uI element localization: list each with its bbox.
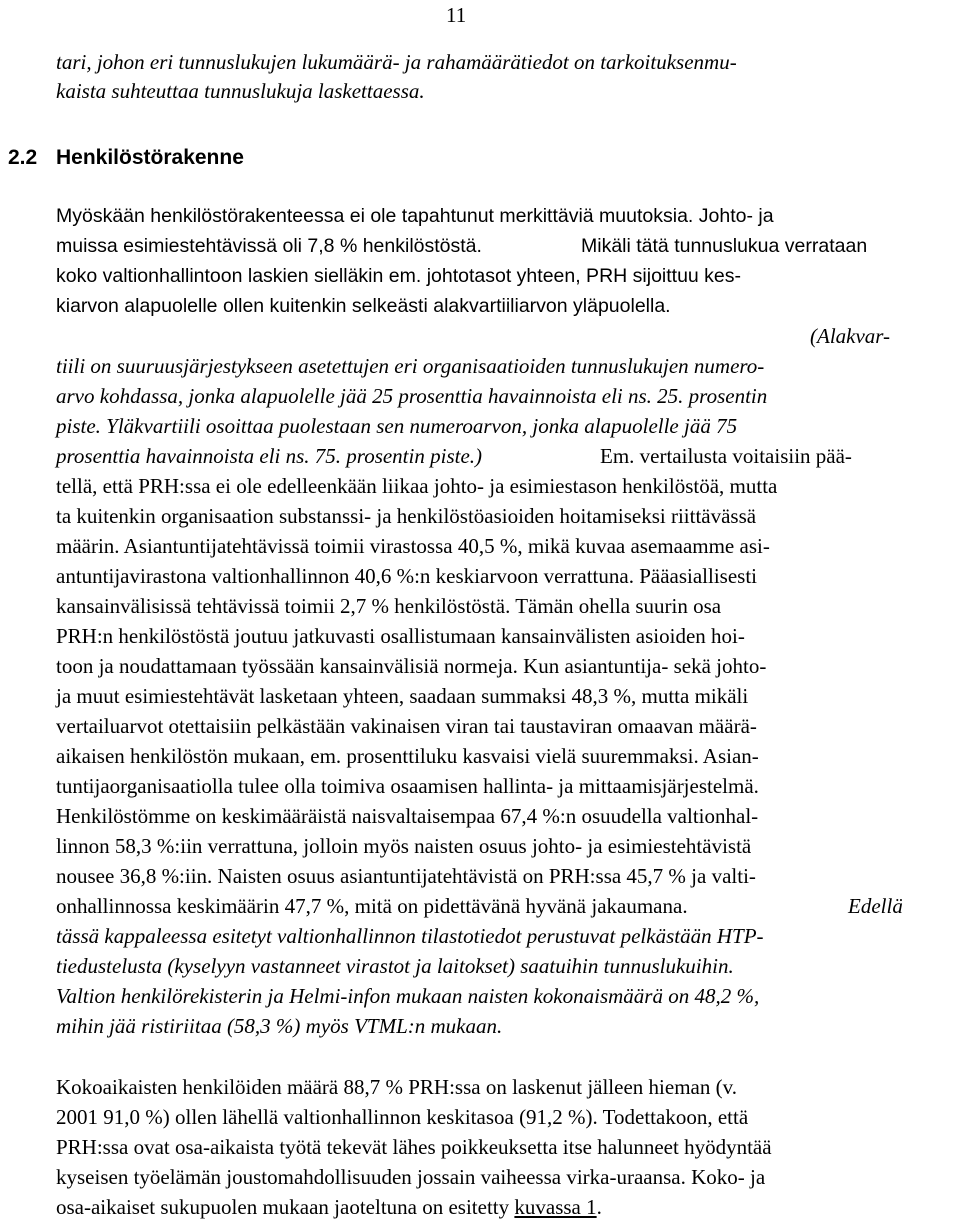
body-line: aikaisen henkilöstön mukaan, em. prosenttiluku kasvaisi vielä suuremmaksi. Asian- xyxy=(56,744,759,768)
body-line: Henkilöstömme on keskimääräistä naisvaltaisempaa 67,4 %:n osuudella valtionhal- xyxy=(56,804,759,828)
italic-note-line: tiili on suuruusjärjestykseen asetettujen eri organisaatioiden tunnuslukujen numero- xyxy=(56,354,765,378)
body-line: antuntijavirastona valtionhallinnon 40,6 %:n keskiarvoon verrattuna. Pääasiallisesti xyxy=(56,564,757,588)
body-line: Kokoaikaisten henkilöiden määrä 88,7 % PRH:ssa on laskenut jälleen hieman (v. xyxy=(56,1075,737,1099)
italic-note-line: Valtion henkilörekisterin ja Helmi-infon mukaan naisten kokonaismäärä on 48,2 %, xyxy=(56,984,760,1008)
body-line: vertailuarvot otettaisiin pelkästään vakinaisen viran tai taustaviran omaavan määrä- xyxy=(56,714,757,738)
intro-line-1: tari, johon eri tunnuslukujen lukumäärä- ja rahamäärätiedot on tarkoituksenmu- xyxy=(56,50,737,74)
page-number: 11 xyxy=(446,3,467,27)
body-line: onhallinnossa keskimäärin 47,7 %, mitä on pidettävänä hyvänä jakaumana. xyxy=(56,894,688,918)
body-text: osa-aikaiset sukupuolen mukaan jaoteltuna on esitetty xyxy=(56,1195,510,1219)
body-line: PRH:n henkilöstöstä joutuu jatkuvasti osallistumaan kansainvälisten asioiden hoi- xyxy=(56,624,745,648)
italic-note-line: mihin jää ristiriitaa (58,3 %) myös VTML:n mukaan. xyxy=(56,1014,503,1038)
body-line: määrin. Asiantuntijatehtävissä toimii virastossa 40,5 %, mikä kuvaa asemaamme asi- xyxy=(56,534,770,558)
body-line: kiarvon alapuolelle ollen kuitenkin selkeästi alakvartiiliarvon yläpuolella. xyxy=(56,295,671,317)
section-number: 2.2 xyxy=(8,146,38,169)
body-line: muissa esimiestehtävissä oli 7,8 % henkilöstöstä. xyxy=(56,235,482,257)
body-line: Mikäli tätä tunnuslukua verrataan xyxy=(581,235,868,257)
body-line: Em. vertailusta voitaisiin pää- xyxy=(600,444,852,468)
body-line: PRH:ssa ovat osa-aikaista työtä tekevät lähes poikkeuksetta itse halunneet hyödyntää xyxy=(56,1135,772,1159)
body-line: tellä, että PRH:ssa ei ole edelleenkään liikaa johto- ja esimiestason henkilöstöä, mutta xyxy=(56,474,778,498)
body-line: ta kuitenkin organisaation substanssi- ja henkilöstöasioiden hoitamiseksi riittävässä xyxy=(56,504,757,528)
italic-note-line: Edellä xyxy=(848,894,903,918)
body-line: 2001 91,0 %) ollen lähellä valtionhallinnon keskitasoa (91,2 %). Todettakoon, että xyxy=(56,1105,749,1129)
italic-note-line: arvo kohdassa, jonka alapuolelle jää 25 prosenttia havainnoista eli ns. 25. prosentin xyxy=(56,384,768,408)
body-line: koko valtionhallintoon laskien sielläkin em. johtotasot yhteen, PRH sijoittuu kes- xyxy=(56,265,742,287)
body-line-last xyxy=(56,1192,602,1222)
body-line: Myöskään henkilöstörakenteessa ei ole tapahtunut merkittäviä muutoksia. Johto- ja xyxy=(56,205,774,227)
body-line: kyseisen työelämän joustomahdollisuuden jossain vaiheessa virka-uraansa. Koko- ja xyxy=(56,1165,766,1189)
intro-line-2: kaista suhteuttaa tunnuslukuja laskettaessa. xyxy=(56,79,425,103)
section-title: Henkilöstörakenne xyxy=(56,146,244,169)
italic-note-line: tiedustelusta (kyselyyn vastanneet virastot ja laitokset) saatuihin tunnuslukuihin. xyxy=(56,954,734,978)
figure-reference-link[interactable]: kuvassa 1 xyxy=(514,1195,597,1219)
italic-note-line: tässä kappaleessa esitetyt valtionhallinnon tilastotiedot perustuvat pelkästään HTP- xyxy=(56,924,764,948)
italic-note-line: prosenttia havainnoista eli ns. 75. prosentin piste.) xyxy=(56,444,483,468)
italic-note-line: piste. Yläkvartiili osoittaa puolestaan sen numeroarvon, jonka alapuolelle jää 75 xyxy=(56,414,738,438)
body-line: nousee 36,8 %:iin. Naisten osuus asiantuntijatehtävistä on PRH:ssa 45,7 % ja valti- xyxy=(56,864,756,888)
body-line: kansainvälisissä tehtävissä toimii 2,7 % henkilöstöstä. Tämän ohella suurin osa xyxy=(56,594,722,618)
body-line: tuntijaorganisaatiolla tulee olla toimiva osaamisen hallinta- ja mittaamisjärjestelmä. xyxy=(56,774,759,798)
body-line: linnon 58,3 %:iin verrattuna, jolloin myös naisten osuus johto- ja esimiestehtävistä xyxy=(56,834,752,858)
body-line: toon ja noudattamaan työssään kansainvälisiä normeja. Kun asiantuntija- sekä johto- xyxy=(56,654,767,678)
italic-note-line: (Alakvar- xyxy=(810,324,891,348)
body-line: ja muut esimiestehtävät lasketaan yhteen, saadaan summaksi 48,3 %, mutta mikäli xyxy=(56,684,749,708)
sentence-end: . xyxy=(596,1195,602,1219)
